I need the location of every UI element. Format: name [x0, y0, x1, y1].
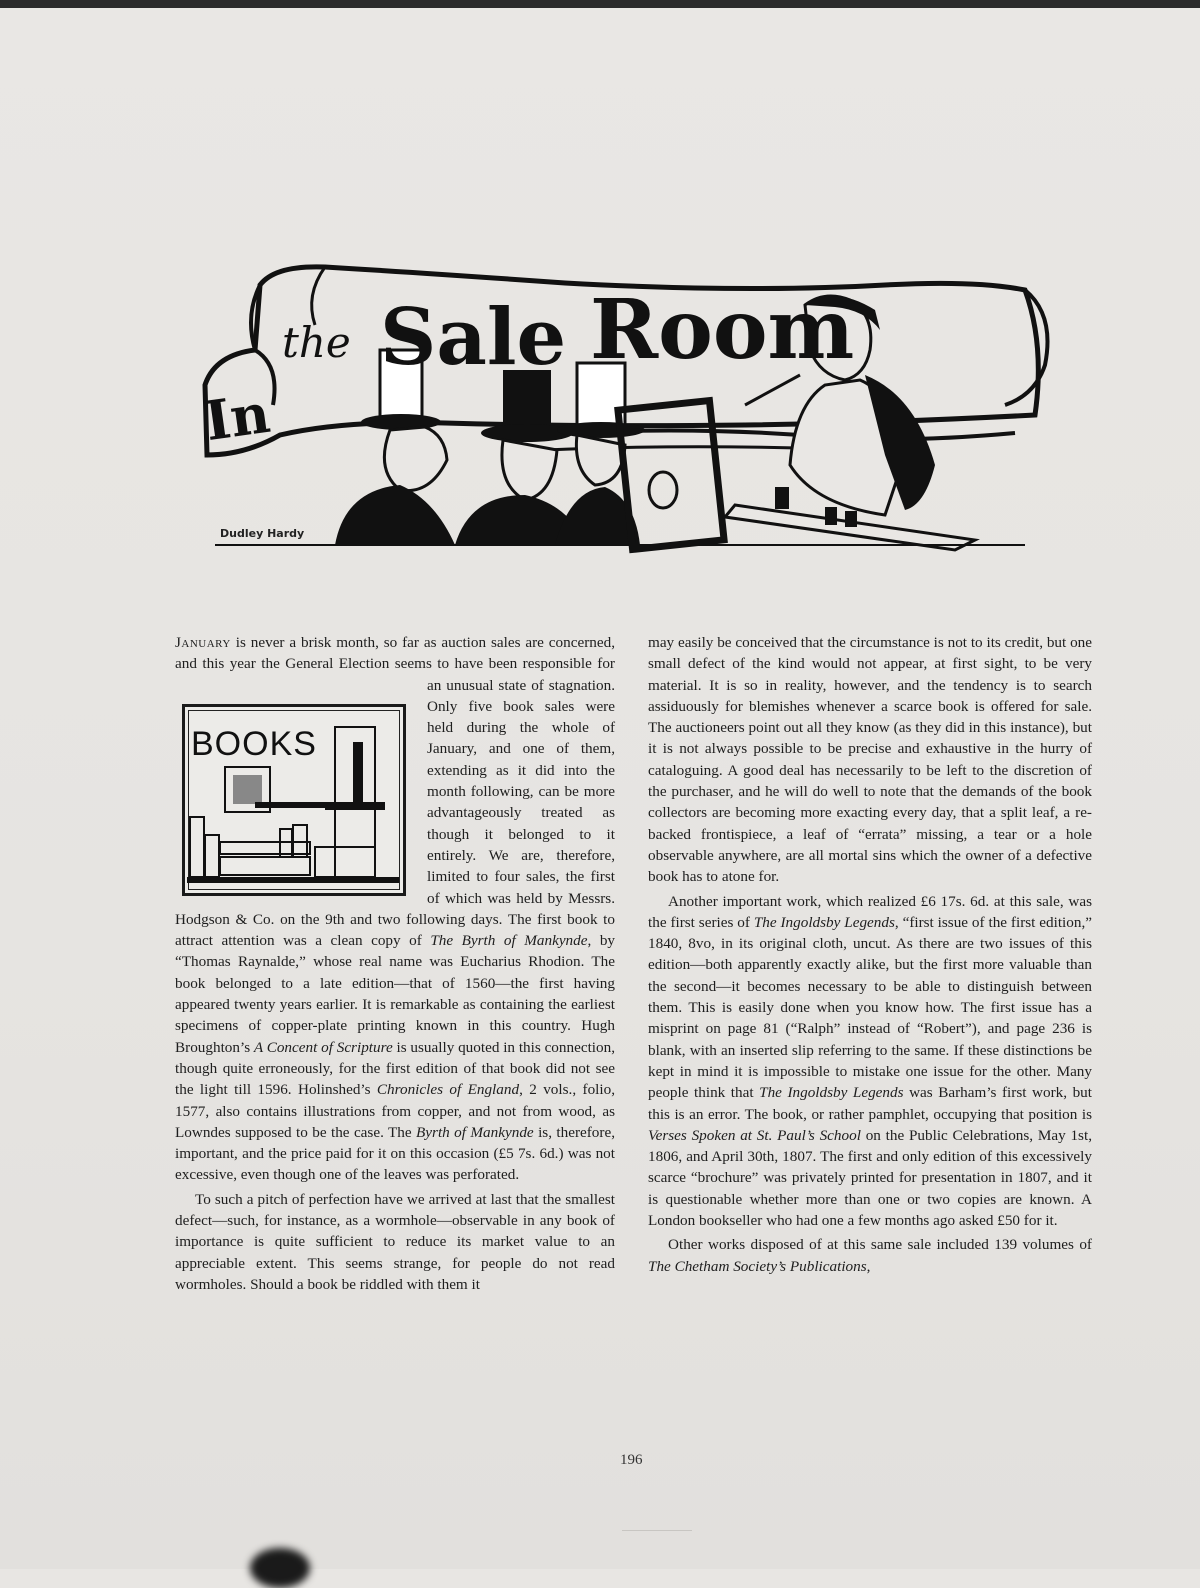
page-number: 196 — [620, 1452, 643, 1468]
text-run: Another important work, which realized £6 17s. 6d. at this sale, was the first series of — [648, 892, 1092, 931]
text-run: , “first issue of the first edition,” 1840, 8vo, in its original cloth, uncut. As there are two issues of this edition—both apparently exactly alike, but the first more valuable than the second—it becomes necessary to be able to distinguish between them. This is easily done when you know how. The first issue has a misprint on page 81 (“Ralph” instead of “Robert”), and page 236 is blank, with an inserted slip referring to the same. If these distinctions be kept in mind it is impossible to mistake one issue for the other. Many people think that — [648, 913, 1092, 1102]
drop-lead-word: January — [175, 634, 231, 651]
book-title: Chronicles of England — [376, 1081, 520, 1099]
header-title-the: the — [282, 318, 351, 367]
header-title-room: Room — [590, 282, 855, 378]
text-run: is never a brisk month, so far as auction sales are concerned, and this year the General Election seems to have been responsible for an unusual state of stagnation. Only five book sales were held during the whole of January, and one of them, extending as it did into the month following, can be more advantageously treated as though it belonged to it entirely. We are, therefore, limited to four sales, the first of which was held by Messrs. Hodgson & Co. on the 9th and two following days. The first book to attract attention was a clean copy of — [175, 634, 615, 950]
header-title-sale: Sale — [380, 292, 567, 383]
article-column-right — [648, 632, 1092, 1277]
text-run: on the Public Celebrations, May 1st, 1806, and April 30th, 1807. The first and only edition of this excessively scarce “brochure” was privately printed for presentation in 1807, and it is questionable whether more than one or two copies are known. A London bookseller who had one a few months ago asked £50 for it. — [648, 1126, 1092, 1230]
paragraph — [648, 1234, 1092, 1277]
book-title: The Chetham Society’s Publications — [648, 1257, 867, 1275]
text-run: , — [866, 1257, 871, 1275]
paragraph: may easily be conceived that the circumstance is not to its credit, but one small defect of the kind would not appear, at first sight, to be very material. It is so in reality, however, and the tendency is to search assiduously for blemishes whenever a scarce book is offered for sale. The auctioneers point out all they know (as they did in this instance), but it is not always possible to be precise and exhaustive in the hurry of cataloguing. A good deal has necessarily to be left to the discretion of the purchaser, and he will do well to note that the demands of the book collectors are becoming more exacting every day, that a split leaf, a re-backed frontispiece, a leaf of “errata” missing, a tear or a hole observable anywhere, are all mortal sins which the owner of a defective book has to atone for. — [648, 634, 1092, 886]
books-emblem — [182, 704, 406, 896]
paragraph — [648, 891, 1092, 1232]
text-run: is, therefore, important, and the price paid for it on this occasion (£5 7s. 6d.) was not excessive, even though one of the leaves was perforated. — [175, 1123, 615, 1184]
book-title: The Byrth of Mankynde — [430, 932, 588, 950]
book-title: A Concent of Scripture — [253, 1038, 393, 1056]
divider — [622, 1530, 692, 1531]
text-run: Other works disposed of at this same sale included 139 volumes of — [668, 1236, 1092, 1254]
book-title: The Ingoldsby Legends — [753, 913, 895, 931]
text-run: , 2 vols., folio, 1577, also contains illustrations from copper, and not from wood, as Lowndes supposed to be the case. The — [175, 1081, 615, 1141]
book-title: Byrth of Mankynde — [416, 1123, 534, 1141]
header-title-in: In — [200, 380, 274, 454]
books-label: BOOKS — [191, 725, 317, 763]
artist-signature: Dudley Hardy — [220, 527, 305, 540]
paragraph: To such a pitch of perfection have we arrived at last that the smallest defect—such, for instance, as a wormhole—observable in any book of importance is quite sufficient to reduce its market value to an appreciable extent. This seems strange, for people do not read wormholes. Should a book be riddled with them it — [175, 1190, 615, 1293]
text-run: is usually quoted in this connection, though quite erroneously, for the first edition of that book did not see the light till 1596. Holinshed’s — [175, 1038, 615, 1099]
scan-thumb-shadow — [250, 1548, 310, 1588]
text-run: was Barham’s first work, but this is an error. The book, or rather pamphlet, occupying that position is — [648, 1084, 1092, 1123]
book-title: Verses Spoken at St. Paul’s School — [648, 1126, 861, 1144]
book-title: The Ingoldsby Legends — [759, 1084, 904, 1102]
scan-top-edge — [0, 0, 1200, 8]
text-run: , by “Thomas Raynalde,” whose real name was Eucharius Rhodion. The book belonged to a late edition—that of 1560—the first having appeared twenty years earlier. It is remarkable as containing the earliest specimens of copper-plate printing known in this country. Hugh Broughton’s — [175, 932, 616, 1056]
